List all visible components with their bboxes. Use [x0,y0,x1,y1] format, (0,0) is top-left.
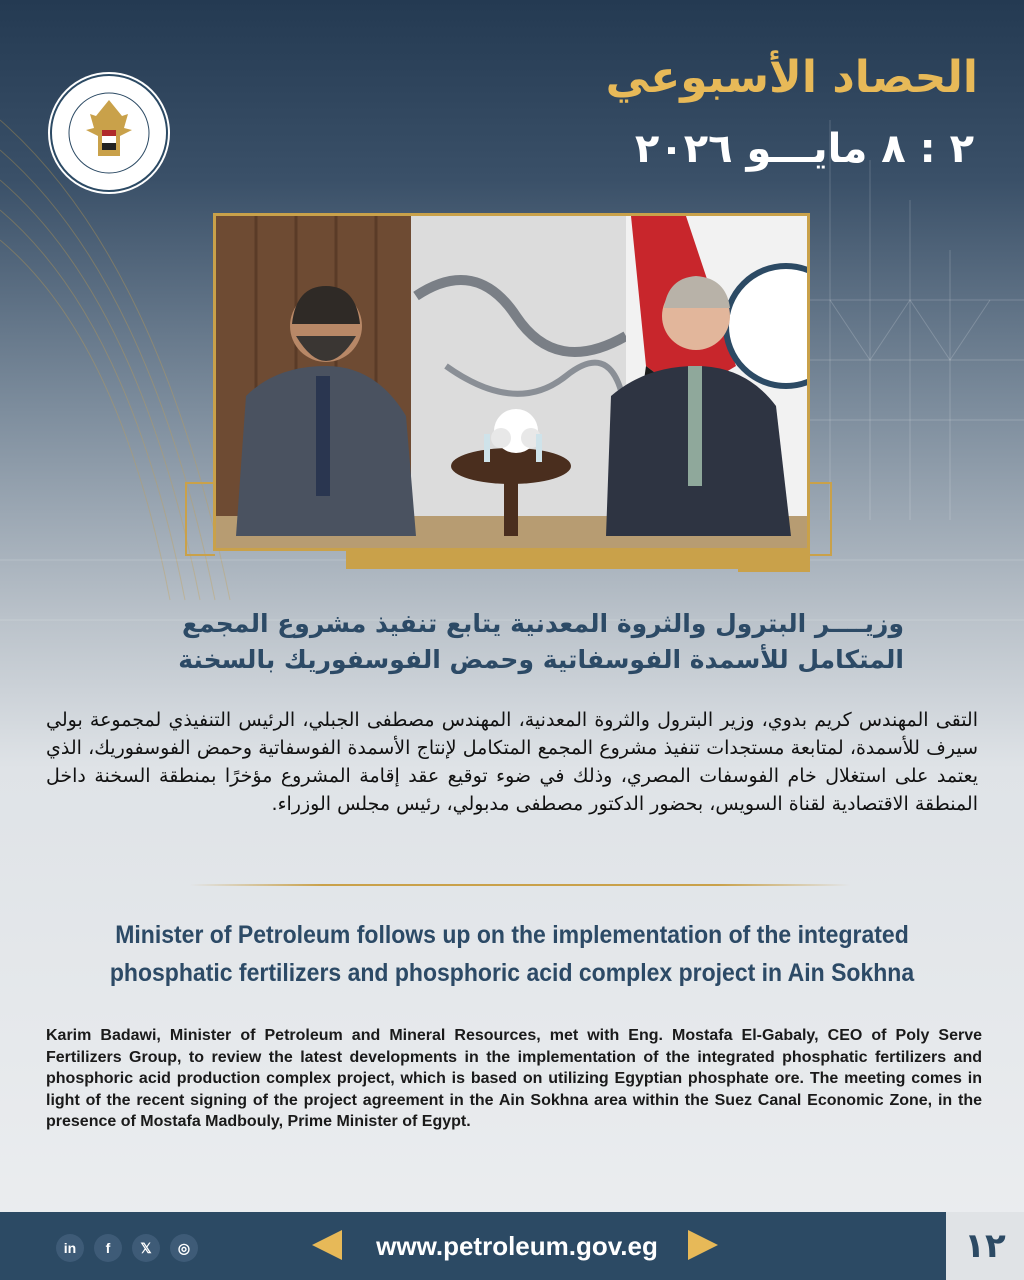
section-divider [190,884,850,886]
x-icon[interactable]: 𝕏 [132,1234,160,1262]
arabic-headline: وزيــــر البترول والثروة المعدنية يتابع تنفيذ مشروع المجمع المتكامل للأسمدة الفوسفاتية وحمض الفوسفوريك بالسخنة [178,609,904,674]
ministry-logo [46,70,172,196]
gold-frame-bottom [346,551,738,569]
facebook-icon[interactable]: f [94,1234,122,1262]
social-links [56,1234,198,1262]
meeting-photo-illustration [216,216,807,548]
english-body: Karim Badawi, Minister of Petroleum and Mineral Resources, met with Eng. Mostafa El-Gabaly, CEO of Poly Serve Fertilizers Group, to review the latest developments in the implementation of the integrated phosphatic fertilizers and phosphoric acid production complex project, which is based on utilizing Egyptian phosphate ore. The meeting comes in light of the recent signing of the project agreement in the Ain Sokhna area within the Suez Canal Economic Zone, in the presence of Mostafa Madbouly, Prime Minister of Egypt. [46,1027,982,1130]
website-link[interactable]: www.petroleum.gov.eg [376,1231,658,1261]
meeting-photo [213,213,810,551]
arabic-body: التقى المهندس كريم بدوي، وزير البترول والثروة المعدنية، المهندس مصطفى الجبلي، الرئيس التنفيذي لمجموعة بولي سيرف للأسمدة، لمتابعة مستجدات تنفيذ مشروع المجمع المتكامل لإنتاج الأسمدة الفوسفاتية وحمض الفوسفوريك، الذي يعتمد على استغلال خام الفوسفات المصري، وذلك في ضوء توقيع عقد إقامة المشروع مؤخرًا بمنطقة السخنة داخل المنطقة الاقتصادية لقناة السويس، بحضور الدكتور مصطفى مدبولي، رئيس مجلس الوزراء. [46,709,978,815]
gold-frame-bracket-right [808,482,832,556]
english-headline: Minister of Petroleum follows up on the implementation of the integrated phosphatic fertilizers and phosphoric acid complex project in Ain Sokhna [109,921,915,987]
page-title: الحصاد الأسبوعي [605,52,978,103]
page-number: ١٢ [946,1212,1024,1280]
arrow-left-icon[interactable] [312,1230,342,1260]
instagram-icon[interactable]: ◎ [170,1234,198,1262]
linkedin-icon[interactable]: in [56,1234,84,1262]
arrow-right-icon[interactable] [688,1230,718,1260]
date-range: ٢ : ٨ مايـــو ٢٠٢٦ [634,126,974,172]
gold-frame-bracket-left [185,482,215,556]
